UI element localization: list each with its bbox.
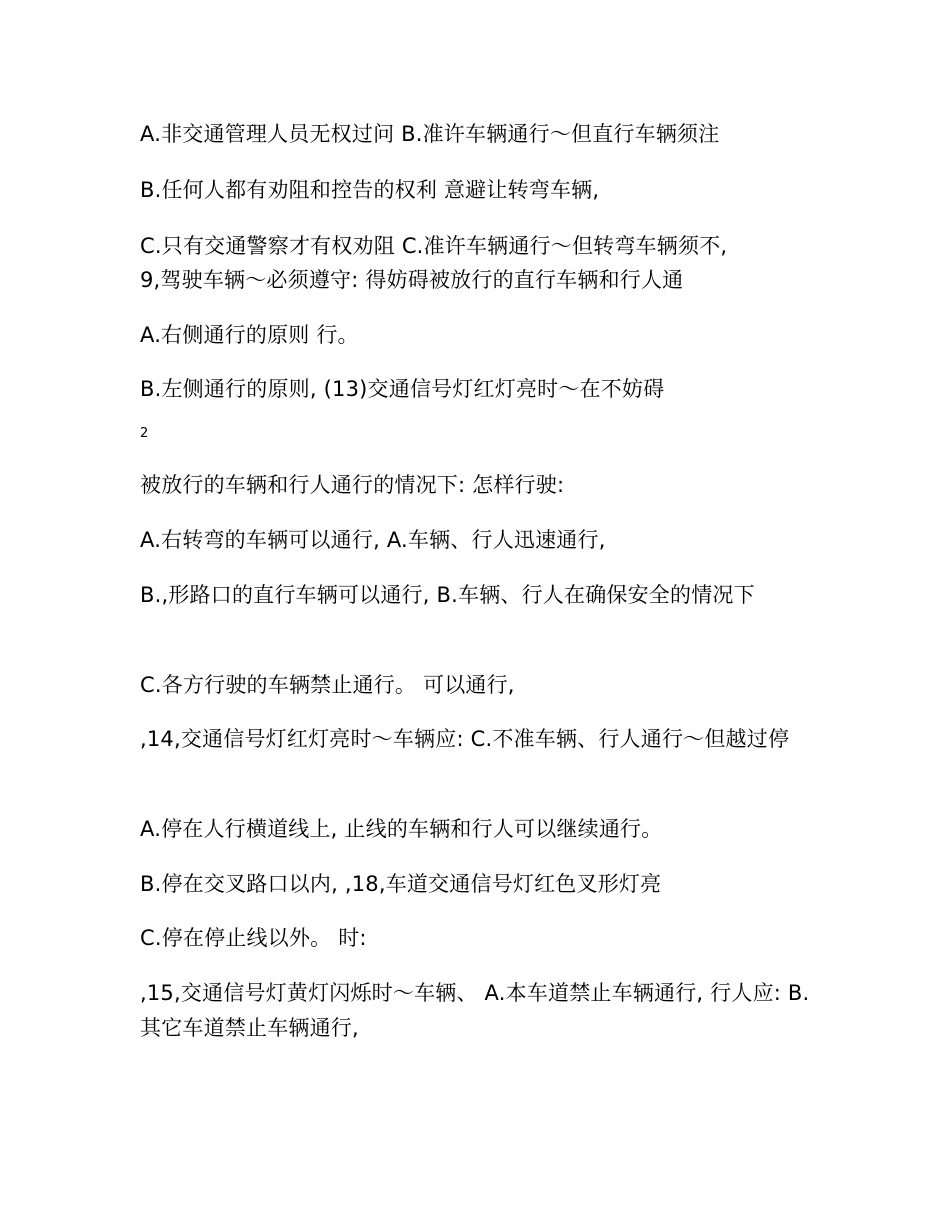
text-line-15: ,15,交通信号灯黄灯闪烁时～车辆、 A.本车道禁止车辆通行, 行人应: B.其它车道禁止车辆通行, xyxy=(140,981,810,1040)
text-line-4: 9,驾驶车辆～必须遵守: 得妨碍被放行的直行车辆和行人通 xyxy=(140,268,684,292)
text-line-8: A.右转弯的车辆可以通行, A.车辆、行人迅速通行, xyxy=(140,528,606,552)
text-line-11: ,14,交通信号灯红灯亮时～车辆应: C.不准车辆、行人通行～但越过停 xyxy=(140,727,790,751)
text-line-6: B.左侧通行的原则, (13)交通信号灯红灯亮时～在不妨碍 xyxy=(140,377,665,401)
text-line-14: C.停在停止线以外。 时: xyxy=(140,926,367,950)
text-line-2: B.任何人都有劝阻和控告的权利 意避让转弯车辆, xyxy=(140,178,600,202)
text-line-12: A.停在人行横道线上, 止线的车辆和行人可以继续通行。 xyxy=(140,817,663,841)
text-line-9: B.,形路口的直行车辆可以通行, B.车辆、行人在确保安全的情况下 xyxy=(140,583,755,607)
text-line-1: A.非交通管理人员无权过问 B.准许车辆通行～但直行车辆须注 xyxy=(140,122,720,146)
text-line-5: A.右侧通行的原则 行。 xyxy=(140,323,359,347)
page-number: 2 xyxy=(140,426,149,441)
text-line-10: C.各方行驶的车辆禁止通行。 可以通行, xyxy=(140,673,515,697)
text-line-7: 被放行的车辆和行人通行的情况下: 怎样行驶: xyxy=(140,473,565,497)
text-line-3: C.只有交通警察才有权劝阻 C.准许车辆通行～但转弯车辆须不, xyxy=(140,234,728,258)
text-line-13: B.停在交叉路口以内, ,18,车道交通信号灯红色叉形灯亮 xyxy=(140,872,662,896)
